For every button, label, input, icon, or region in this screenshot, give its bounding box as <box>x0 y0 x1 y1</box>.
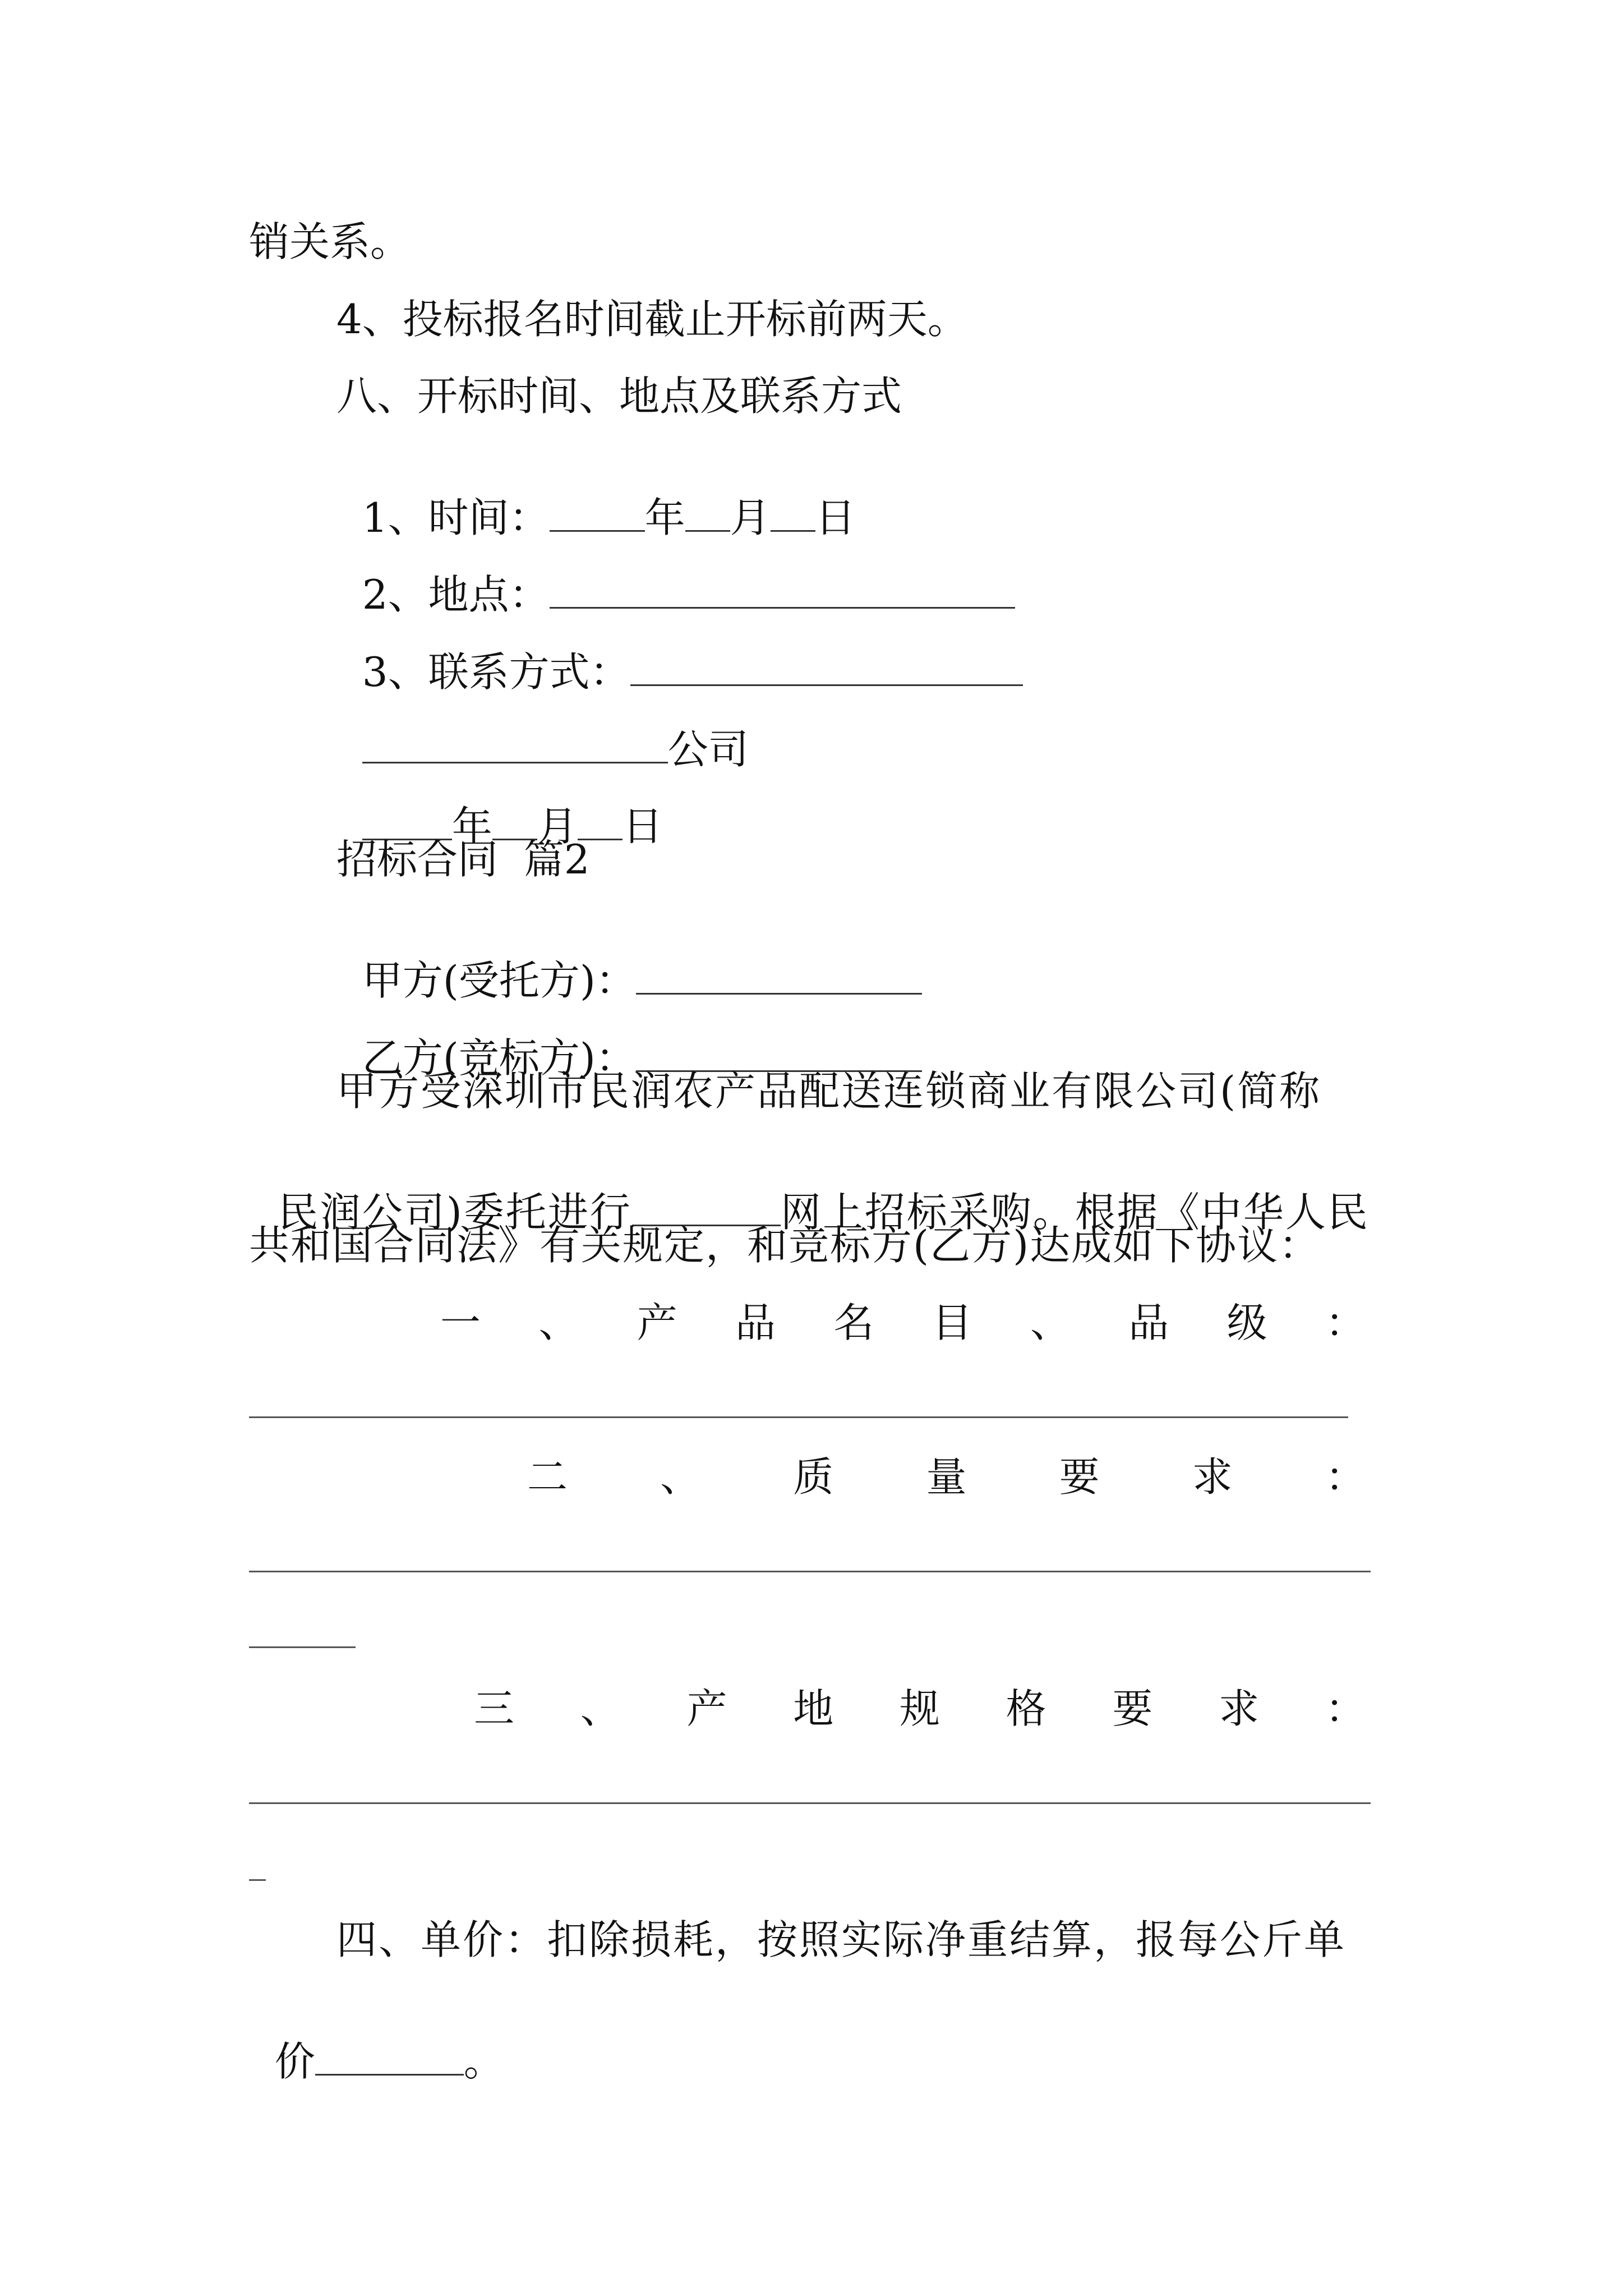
heading-char: ： <box>1325 1299 1366 1346</box>
contact-line <box>336 608 1023 696</box>
heading-char: 地 <box>793 1685 834 1732</box>
date-line <box>336 453 856 541</box>
heading-char: 求 <box>1192 1453 1233 1501</box>
item-2-heading <box>527 1453 1366 1501</box>
heading-char: 规 <box>899 1685 940 1732</box>
item-2-blank <box>249 1571 1371 1572</box>
item-3-blank-cont <box>249 1879 266 1881</box>
heading-char: 格 <box>1006 1685 1046 1732</box>
contact-blank <box>630 648 1023 686</box>
heading-char: 一 <box>440 1299 481 1346</box>
company-blank <box>362 725 668 763</box>
paragraph-text: 价 <box>274 2037 315 2085</box>
month-blank <box>685 494 730 532</box>
paragraph-text: 销关系。 <box>249 218 411 265</box>
heading-char: 要 <box>1112 1685 1153 1732</box>
heading-char: 质 <box>793 1453 834 1501</box>
item-4-line <box>249 1997 504 2085</box>
day-label: 日 <box>815 494 856 541</box>
heading-char: 级 <box>1227 1299 1267 1346</box>
project-blank <box>632 1188 781 1226</box>
heading-char: 名 <box>833 1299 874 1346</box>
heading-char: 二 <box>527 1453 568 1501</box>
heading-char: 、 <box>1030 1299 1071 1346</box>
heading-char: 求 <box>1219 1685 1260 1732</box>
paragraph-text: 共和国合同法》有关规定，和竞标方(乙方)达成如下协议： <box>249 1222 1321 1269</box>
paragraph-text: 民润公司)委托进行 <box>278 1188 632 1236</box>
heading-text: 八、开标时间、地点及联系方式 <box>336 372 902 420</box>
item-4-text: 四、单价：扣除损耗，按照实际净重结算，报每公斤单 <box>336 1916 1347 1963</box>
heading-char: 、 <box>538 1299 579 1346</box>
heading-char: 三 <box>474 1685 515 1732</box>
day-blank <box>771 494 815 532</box>
price-blank <box>315 2037 464 2076</box>
item-3-heading <box>474 1685 1366 1732</box>
place-line <box>336 530 1015 618</box>
item-1-heading <box>440 1299 1366 1346</box>
heading-char: 量 <box>926 1453 967 1501</box>
item-3-blank <box>249 1802 1371 1804</box>
year-blank <box>550 494 645 532</box>
heading-char: 品 <box>735 1299 776 1346</box>
month-label: 月 <box>730 494 771 541</box>
paragraph-line <box>249 1148 1370 1236</box>
party-b-blank <box>636 1034 922 1072</box>
signature-date-line <box>336 762 663 850</box>
company-line <box>336 685 749 773</box>
heading-char: 、 <box>580 1685 621 1732</box>
place-label: 2、地点： <box>362 570 550 618</box>
heading-char: ： <box>1325 1685 1366 1732</box>
paragraph-text: 。 <box>463 2037 504 2085</box>
day-label: 日 <box>622 802 663 850</box>
contact-label: 3、联系方式： <box>362 648 630 696</box>
section-title: 招标合同 篇2 <box>336 836 590 883</box>
heading-char: 、 <box>660 1453 701 1501</box>
month-label: 月 <box>537 802 578 850</box>
place-blank <box>550 570 1015 609</box>
party-b-label: 乙方(竞标方)： <box>362 1034 636 1082</box>
heading-char: ： <box>1325 1453 1366 1501</box>
year-label: 年 <box>451 802 492 850</box>
paragraph-text: 网上招标采购。根据《中华人民 <box>780 1188 1370 1236</box>
party-b-line <box>336 993 922 1082</box>
heading-char: 目 <box>932 1299 972 1346</box>
party-a-label: 甲方(受托方)： <box>362 956 636 1004</box>
item-2-blank-cont <box>249 1646 356 1648</box>
paragraph-text: 4、投标报名时间截止开标前两天。 <box>336 296 968 343</box>
heading-char: 产 <box>686 1685 727 1732</box>
paragraph-text: 甲方受深圳市民润农产品配送连锁商业有限公司(简称 <box>336 1068 1322 1115</box>
year-blank <box>362 802 452 840</box>
item-1-blank <box>249 1416 1348 1418</box>
day-blank <box>578 802 623 840</box>
time-label: 1、时间： <box>362 494 550 541</box>
heading-char: 要 <box>1059 1453 1100 1501</box>
year-label: 年 <box>644 494 685 541</box>
company-label: 公司 <box>667 725 749 773</box>
heading-char: 品 <box>1128 1299 1169 1346</box>
party-a-line <box>336 916 922 1004</box>
heading-char: 产 <box>637 1299 677 1346</box>
month-blank <box>492 802 537 840</box>
party-a-blank <box>636 956 922 995</box>
